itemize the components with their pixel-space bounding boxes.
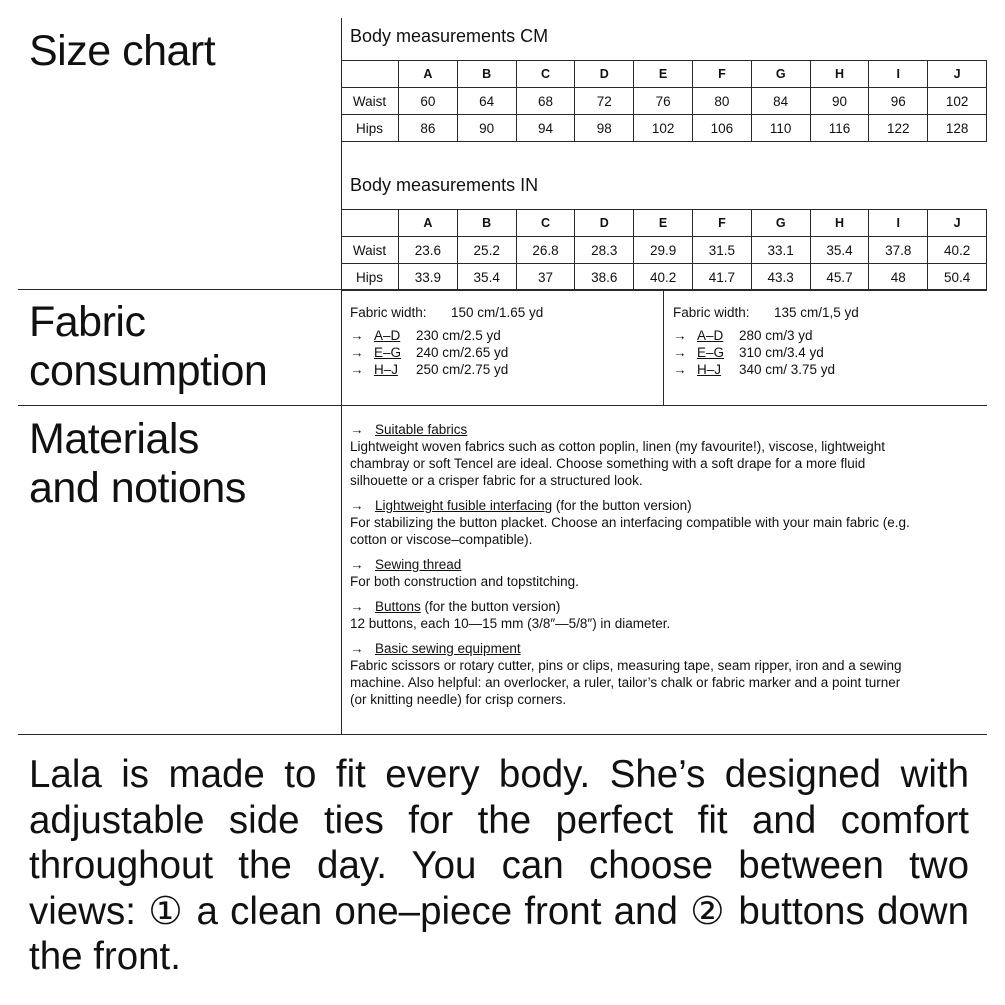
materials-item (350, 556, 910, 590)
size-header-cell: D (575, 61, 634, 88)
size-header-cell: J (928, 61, 987, 88)
arrow-icon: → (673, 328, 687, 343)
size-header-cell: A (399, 61, 458, 88)
fabric-amount: 280 cm/3 yd (739, 328, 813, 343)
materials-list (350, 421, 910, 716)
size-header-cell: B (457, 61, 516, 88)
corner-cell (341, 61, 399, 88)
cm-table-title: Body measurements CM (350, 26, 549, 46)
size-range: H–J (374, 362, 399, 377)
arrow-icon: → (350, 498, 364, 513)
materials-item-title: Basic sewing equipment (375, 641, 521, 656)
arrow-icon: → (350, 328, 364, 343)
materials-title-line1: Materials (29, 415, 199, 463)
in-measurement-table (341, 209, 987, 291)
value-cell: 102 (634, 115, 693, 142)
fabric-width-row (350, 304, 543, 321)
fabric-width-value: 135 cm/1,5 yd (774, 305, 859, 320)
value-cell: 35.4 (457, 264, 516, 291)
materials-item-body: For stabilizing the button placket. Choose an interfacing compatible with your main fabric (e.g. cotton or viscose–compatible). (350, 515, 910, 547)
size-header-row (341, 61, 987, 88)
materials-item (350, 598, 910, 632)
arrow-icon: → (350, 345, 364, 360)
value-cell: 76 (634, 88, 693, 115)
value-cell: 64 (457, 88, 516, 115)
fabric-column-135 (673, 304, 859, 378)
fabric-title-line1: Fabric (29, 298, 146, 346)
fabric-consumption-row (673, 344, 859, 361)
value-cell: 25.2 (457, 237, 516, 264)
size-header-cell: I (869, 61, 928, 88)
fabric-amount: 340 cm/ 3.75 yd (739, 362, 836, 377)
value-cell: 33.9 (399, 264, 458, 291)
intro-paragraph: Lala is made to fit every body. She’s designed with adjustable side ties for the perfect fit and comfort throughout the day. You can choose between two views: ① a clean one–piece front and ② buttons down the front. (29, 753, 969, 978)
materials-item-title: Suitable fabrics (375, 422, 468, 437)
row-label-cell: Hips (341, 115, 399, 142)
value-cell: 48 (869, 264, 928, 291)
measurement-row (341, 264, 987, 291)
value-cell: 37 (516, 264, 575, 291)
materials-item-heading (350, 598, 910, 615)
value-cell: 84 (751, 88, 810, 115)
materials-item (350, 421, 910, 489)
arrow-icon: → (350, 422, 364, 437)
size-header-cell: F (692, 210, 751, 237)
size-range: E–G (697, 345, 725, 360)
fabric-width-value: 150 cm/1.65 yd (451, 305, 544, 320)
fabric-consumption-row (673, 361, 859, 378)
materials-title-line2: and notions (29, 464, 246, 512)
value-cell: 50.4 (928, 264, 987, 291)
size-header-cell: G (751, 61, 810, 88)
size-chart-title: Size chart (29, 27, 216, 75)
materials-item-title: Buttons (375, 599, 421, 614)
materials-item (350, 497, 910, 548)
materials-item-note: (for the button version) (420, 599, 561, 614)
value-cell: 33.1 (751, 237, 810, 264)
size-header-cell: C (516, 210, 575, 237)
arrow-icon: → (673, 362, 687, 377)
fabric-amount: 250 cm/2.75 yd (416, 362, 509, 377)
measurement-row (341, 115, 987, 142)
value-cell: 80 (692, 88, 751, 115)
value-cell: 31.5 (692, 237, 751, 264)
materials-item-title: Lightweight fusible interfacing (375, 498, 553, 513)
size-range: H–J (697, 362, 722, 377)
value-cell: 98 (575, 115, 634, 142)
materials-item-heading (350, 497, 910, 514)
fabric-width-label: Fabric width: (673, 305, 750, 320)
materials-item-body: Lightweight woven fabrics such as cotton poplin, linen (my favourite!), viscose, lightweight chambray or soft Tencel are ideal. Choose something with a soft drape for a more fluid silhouette or a crisper fabric for a structured look. (350, 439, 886, 488)
size-header-cell: H (810, 210, 869, 237)
materials-title (29, 415, 246, 513)
fabric-consumption-row (673, 327, 859, 344)
arrow-icon: → (350, 362, 364, 377)
fabric-column-150 (350, 304, 543, 378)
fabric-consumption-row (350, 361, 543, 378)
fabric-amount: 230 cm/2.5 yd (416, 328, 501, 343)
size-header-cell: E (634, 61, 693, 88)
value-cell: 102 (928, 88, 987, 115)
value-cell: 68 (516, 88, 575, 115)
row-label-cell: Waist (341, 237, 399, 264)
in-table-title: Body measurements IN (350, 175, 539, 195)
value-cell: 122 (869, 115, 928, 142)
size-header-cell: F (692, 61, 751, 88)
size-header-cell: I (869, 210, 928, 237)
value-cell: 128 (928, 115, 987, 142)
size-range: A–D (697, 328, 724, 343)
value-cell: 72 (575, 88, 634, 115)
vertical-divider-fabric-columns (663, 289, 664, 406)
materials-item-body: 12 buttons, each 10—15 mm (3/8″—5/8″) in diameter. (350, 616, 671, 631)
value-cell: 96 (869, 88, 928, 115)
fabric-amount: 310 cm/3.4 yd (739, 345, 824, 360)
value-cell: 26.8 (516, 237, 575, 264)
value-cell: 60 (399, 88, 458, 115)
size-header-cell: E (634, 210, 693, 237)
divider-materials-intro (18, 734, 987, 735)
value-cell: 86 (399, 115, 458, 142)
size-header-cell: G (751, 210, 810, 237)
value-cell: 23.6 (399, 237, 458, 264)
size-header-cell: H (810, 61, 869, 88)
arrow-icon: → (350, 557, 364, 572)
cm-measurement-table (341, 60, 987, 142)
value-cell: 90 (810, 88, 869, 115)
row-label-cell: Waist (341, 88, 399, 115)
fabric-consumption-row (350, 344, 543, 361)
size-range: A–D (374, 328, 401, 343)
size-header-cell: J (928, 210, 987, 237)
value-cell: 41.7 (692, 264, 751, 291)
vertical-divider-fabric (341, 289, 342, 406)
corner-cell (341, 210, 399, 237)
materials-item-heading (350, 556, 910, 573)
arrow-icon: → (350, 599, 364, 614)
size-header-row (341, 210, 987, 237)
size-header-cell: B (457, 210, 516, 237)
value-cell: 116 (810, 115, 869, 142)
value-cell: 94 (516, 115, 575, 142)
row-label-cell: Hips (341, 264, 399, 291)
materials-item-body: For both construction and topstitching. (350, 574, 579, 589)
measurement-row (341, 88, 987, 115)
value-cell: 35.4 (810, 237, 869, 264)
value-cell: 43.3 (751, 264, 810, 291)
fabric-width-row (673, 304, 859, 321)
value-cell: 40.2 (928, 237, 987, 264)
size-header-cell: C (516, 61, 575, 88)
materials-item-note: (for the button version) (552, 498, 692, 513)
value-cell: 110 (751, 115, 810, 142)
materials-item-title: Sewing thread (375, 557, 462, 572)
value-cell: 28.3 (575, 237, 634, 264)
size-header-cell: A (399, 210, 458, 237)
fabric-amount: 240 cm/2.65 yd (416, 345, 509, 360)
divider-fabric-materials (18, 405, 987, 406)
fabric-consumption-row (350, 327, 543, 344)
fabric-title-line2: consumption (29, 347, 268, 395)
value-cell: 37.8 (869, 237, 928, 264)
value-cell: 106 (692, 115, 751, 142)
fabric-width-label: Fabric width: (350, 305, 427, 320)
size-range: E–G (374, 345, 402, 360)
materials-item-body: Fabric scissors or rotary cutter, pins or clips, measuring tape, seam ripper, iron and a sewing machine. Also helpful: an overlocker, a ruler, tailor’s chalk or fabric marker and a point turner (or knitting needle) for crisp corners. (350, 658, 902, 707)
value-cell: 38.6 (575, 264, 634, 291)
vertical-divider-materials (341, 405, 342, 735)
fabric-title (29, 298, 267, 396)
value-cell: 40.2 (634, 264, 693, 291)
value-cell: 90 (457, 115, 516, 142)
arrow-icon: → (673, 345, 687, 360)
value-cell: 29.9 (634, 237, 693, 264)
materials-item (350, 640, 910, 708)
value-cell: 45.7 (810, 264, 869, 291)
arrow-icon: → (350, 641, 364, 656)
materials-item-heading (350, 421, 910, 438)
size-header-cell: D (575, 210, 634, 237)
measurement-row (341, 237, 987, 264)
materials-item-heading (350, 640, 910, 657)
